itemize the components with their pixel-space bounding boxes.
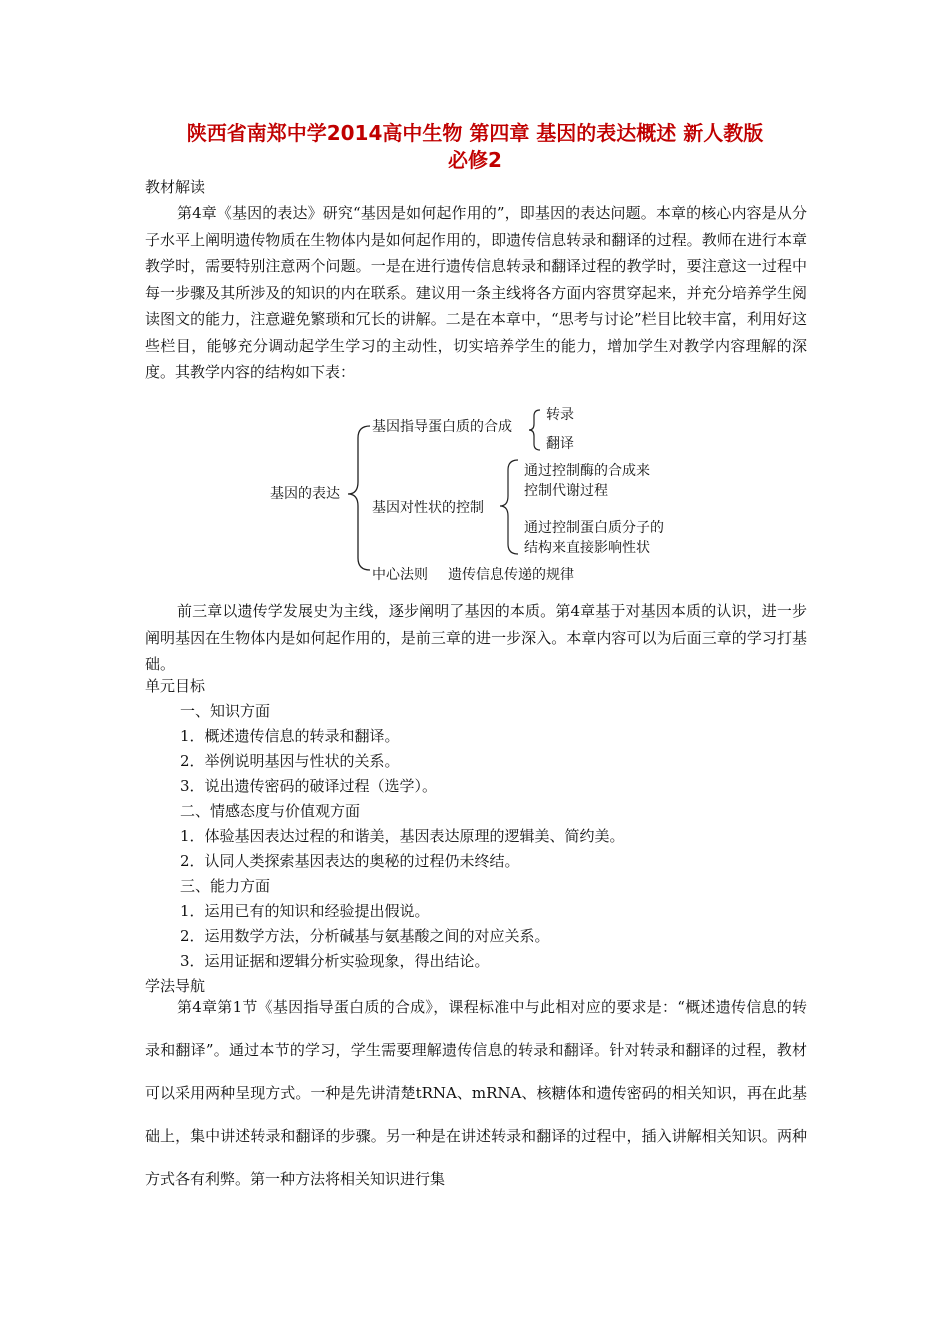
diagram-root: 基因的表达 (270, 486, 340, 502)
document-title (120, 120, 830, 174)
section-heading-method: 学法导航 (145, 977, 206, 995)
diagram-branch-1: 基因指导蛋白质的合成 (372, 419, 512, 435)
diagram-branch-2-sub-1-line-1: 通过控制酶的合成来 (524, 463, 650, 479)
method-paragraph: 第4章第1节《基因指导蛋白质的合成》，课程标准中与此相对应的要求是：“概述遗传信息的转录和翻译”。通过本节的学习，学生需要理解遗传信息的转录和翻译。针对转录和翻译的过程，教材可以采用两种呈现方式。一种是先讲清楚tRNA、mRNA、核糖体和遗传密码的相关知识，再在此基础上，集中讲述转录和翻译的步骤。另一种是在讲述转录和翻译的过程中，插入讲解相关知识。两种方式各有利弊。第一种方法将相关知识进行集 (145, 998, 807, 1188)
diagram-branch-2-sub-2-line-2: 结构来直接影响性状 (524, 540, 650, 556)
goal-attitude-item: 2．认同人类探索基因表达的奥秘的过程仍未终结。 (180, 852, 520, 870)
title-line-2: 必修2 (448, 148, 502, 172)
after-diagram-paragraph: 前三章以遗传学发展史为主线，逐步阐明了基因的本质。第4章基于对基因本质的认识，进一步阐明基因在生物体内是如何起作用的，是前三章的进一步深入。本章内容可以为后面三章的学习打基础。 (145, 602, 807, 673)
goal-ability-item: 2．运用数学方法，分析碱基与氨基酸之间的对应关系。 (180, 927, 550, 945)
diagram-brace-2 (500, 460, 518, 554)
section-heading-goals: 单元目标 (145, 677, 206, 695)
goal-knowledge-item: 1．概述遗传信息的转录和翻译。 (180, 727, 400, 745)
diagram-branch-1-sub-1: 转录 (546, 407, 574, 423)
diagram-branch-3-desc: 遗传信息传递的规律 (448, 567, 574, 583)
goal-attitude-heading: 二、情感态度与价值观方面 (180, 802, 361, 820)
diagram-branch-2-sub-2-line-1: 通过控制蛋白质分子的 (524, 520, 664, 536)
goal-ability-item: 3．运用证据和逻辑分析实验现象，得出结论。 (180, 952, 490, 970)
title-line-1: 陕西省南郑中学2014高中生物 第四章 基因的表达概述 新人教版 (186, 121, 764, 145)
diagram-branch-2: 基因对性状的控制 (372, 500, 484, 516)
intro-paragraph: 第4章《基因的表达》研究“基因是如何起作用的”，即基因的表达问题。本章的核心内容是从分子水平上阐明遗传物质在生物体内是如何起作用的，即遗传信息转录和翻译的过程。教师在进行本章教学时，需要特别注意两个问题。一是在进行遗传信息转录和翻译过程的教学时，要注意这一过程中每一步骤及其所涉及的知识的内在联系。建议用一条主线将各方面内容贯穿起来，并充分培养学生阅读图文的能力，注意避免繁琐和冗长的讲解。二是在本章中，“思考与讨论”栏目比较丰富，利用好这些栏目，能够充分调动起学生学习的主动性，切实培养学生的能力，增加学生对教学内容理解的深度。其教学内容的结构如下表： (145, 204, 807, 381)
diagram-branch-1-sub-2: 翻译 (546, 436, 574, 452)
section-heading-textbook: 教材解读 (145, 178, 206, 196)
goal-ability-heading: 三、能力方面 (180, 877, 271, 895)
goal-knowledge-heading: 一、知识方面 (180, 702, 271, 720)
goal-knowledge-item: 2．举例说明基因与性状的关系。 (180, 752, 400, 770)
structure-diagram (250, 398, 700, 590)
goal-attitude-item: 1．体验基因表达过程的和谐美，基因表达原理的逻辑美、简约美。 (180, 827, 625, 845)
goal-knowledge-item: 3．说出遗传密码的破译过程（选学）。 (180, 777, 438, 795)
goal-ability-item: 1．运用已有的知识和经验提出假说。 (180, 902, 430, 920)
diagram-main-brace (348, 426, 370, 570)
diagram-brace-1 (529, 410, 540, 450)
diagram-branch-2-sub-1-line-2: 控制代谢过程 (524, 483, 608, 499)
diagram-branch-3: 中心法则 (372, 567, 428, 583)
